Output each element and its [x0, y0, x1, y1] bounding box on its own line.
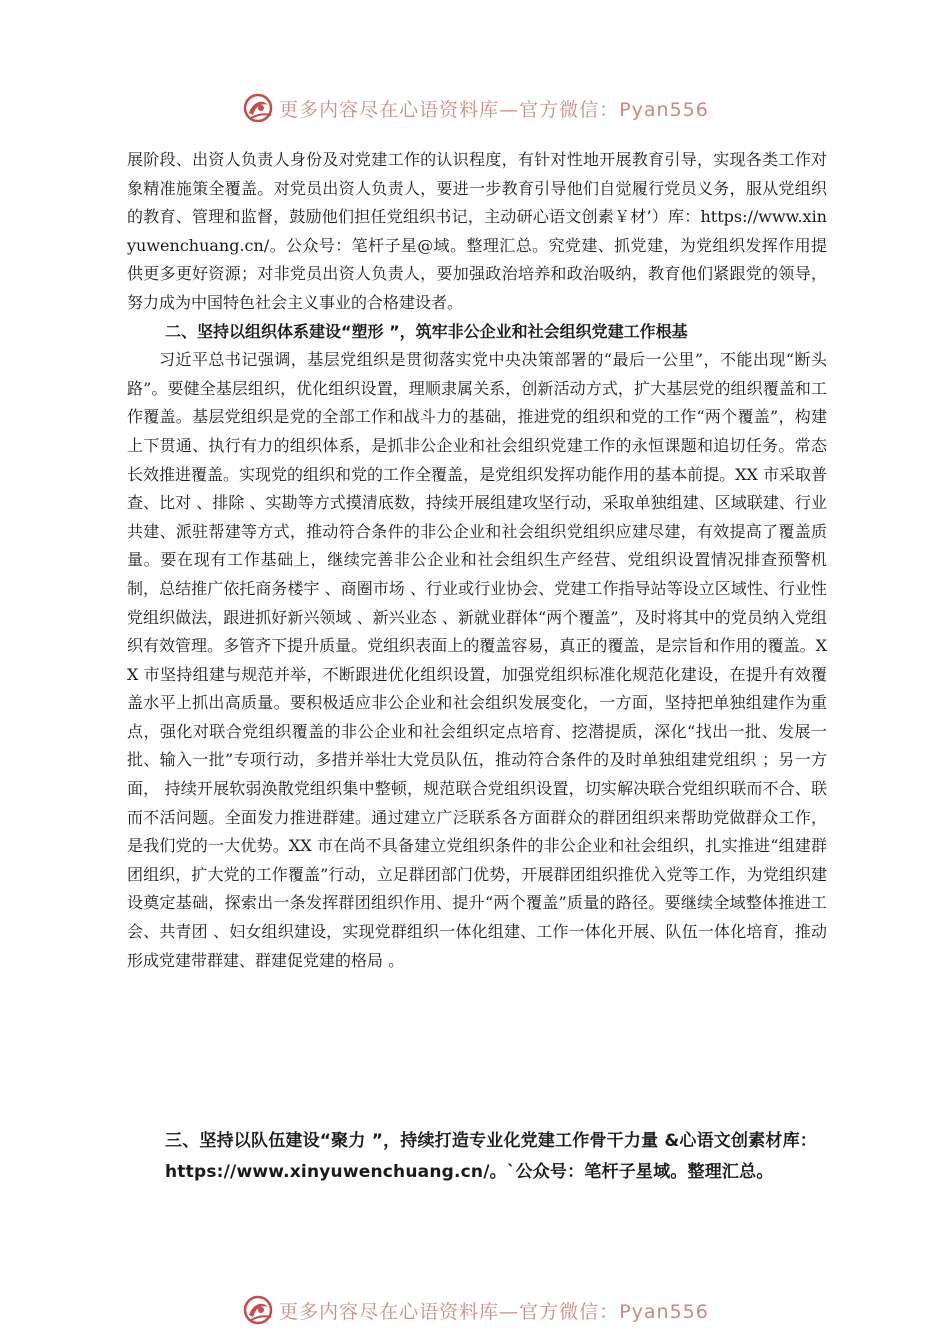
red-swirl-logo-icon — [241, 1293, 275, 1327]
footer-watermark-banner — [0, 1290, 950, 1330]
header-watermark-separator: — — [499, 98, 520, 121]
header-wechat-label: 官方微信： — [519, 98, 620, 121]
header-watermark-title: 更多内容尽在心语资料库 — [279, 98, 500, 121]
document-body — [127, 146, 827, 975]
footer-watermark-text — [279, 1297, 709, 1324]
header-watermark-banner — [0, 88, 950, 128]
footer-watermark-title: 更多内容尽在心语资料库 — [279, 1300, 500, 1323]
header-watermark-text — [279, 95, 709, 122]
paragraph-2: 习近平总书记强调，基层党组织是贯彻落实党中央决策部署的“最后一公里”，不能出现“断头路”。要健全基层组织，优化组织设置，理顺隶属关系，创新活动方式，扩大基层党的组织覆盖和工作覆盖。基层党组织是党的全部工作和战斗力的基础，推进党的组织和党的工作“两个覆盖”，构建上下贯通、执行有力的组织体系，是抓非公企业和社会组织党建工作的永恒课题和追切任务。常态长效推进覆盖。实现党的组织和党的工作全覆盖，是党组织发挥功能作用的基本前提。XX 市采取普查、比对 、排除 、实勘等方式摸清底数，持续开展组建攻坚行动，采取单独组建、区域联建、行业共建、派驻帮建等方式，推动符合条件的非公企业和社会组织党组织应建尽建，有效提高了覆盖质量。要在现有工作基础上，继续完善非公企业和社会组织生产经营、党组织设置情况排查预警机制，总结推广依托商务楼宇 、商圈市场 、行业或行业协会、党建工作指导站等设立区域性、行业性党组织做法，跟进抓好新兴领域 、新兴业态 、新就业群体“两个覆盖”，及时将其中的党员纳入党组织有效管理。多管齐下提升质量。党组织表面上的覆盖容易，真正的覆盖，是宗旨和作用的覆盖。XX 市坚持组建与规范并举，不断跟进优化组织设置，加强党组织标准化规范化建设，在提升有效覆盖水平上抓出高质量。要积极适应非公企业和社会组织发展变化，一方面，坚持把单独组建作为重点，强化对联合党组织覆盖的非公企业和社会组织定点培育、挖潜提质，深化“找出一批、发展一批、输入一批”专项行动，多措并举壮大党员队伍，推动符合条件的及时单独组建党组织 ；另一方面， 持续开展软弱涣散党组织集中整顿，规范联合党组织设置，切实解决联合党组织联而不合、联而不活问题。全面发力推进群建。通过建立广泛联系各方面群众的群团组织来帮助党做群众工作，是我们党的一大优势。XX 市在尚不具备建立党组织条件的非公企业和社会组织，扎实推进“组建群团组织，扩大党的工作覆盖”行动，立足群团部门优势，开展群团组织推优入党等工作，为党组织建设奠定基础，探索出一条发挥群团组织作用、提升“两个覆盖”质量的路径。要继续全域整体推进工会、共青团 、妇女组织建设，实现党群组织一体化组建、工作一体化开展、队伍一体化培育，推动形成党建带群建、群建促党建的格局 。 — [127, 350, 827, 970]
footer-watermark-separator: — — [499, 1300, 520, 1323]
section-heading-2: 二、坚持以组织体系建设“塑形 ”，筑牢非公企业和社会组织党建工作根基 — [165, 321, 688, 341]
section-heading-3: 三、坚持以队伍建设“聚力 ”，持续打造专业化党建工作骨干力量 &心语文创素材库：https://www.xinyuwenchuang.cn/。`公众号：笔杆子星域。整理汇总。 — [165, 1131, 818, 1182]
red-swirl-logo-icon — [241, 91, 275, 125]
paragraph-1: 展阶段、出资人负责人身份及对党建工作的认识程度，有针对性地开展教育引导，实现各类工作对象精准施策全覆盖。对党员出资人负责人，要进一步教育引导他们自觉履行党员义务，服从党组织的教育、管理和监督，鼓励他们担任党组织书记，主动研心语文创素￥材’）库：https://www.xinyuwenchuang.cn/。公众号：笔杆子星@域。整理汇总。究党建、抓党建，为党组织发挥作用提供更多更好资源；对非党员出资人负责人，要加强政治培养和政治吸纳，教育他们紧跟党的领导，努力成为中国特色社会主义事业的合格建设者。 — [127, 150, 827, 312]
footer-wechat-id: Pyan556 — [619, 1300, 709, 1323]
header-wechat-id: Pyan556 — [619, 98, 709, 121]
footer-wechat-label: 官方微信： — [519, 1300, 620, 1323]
